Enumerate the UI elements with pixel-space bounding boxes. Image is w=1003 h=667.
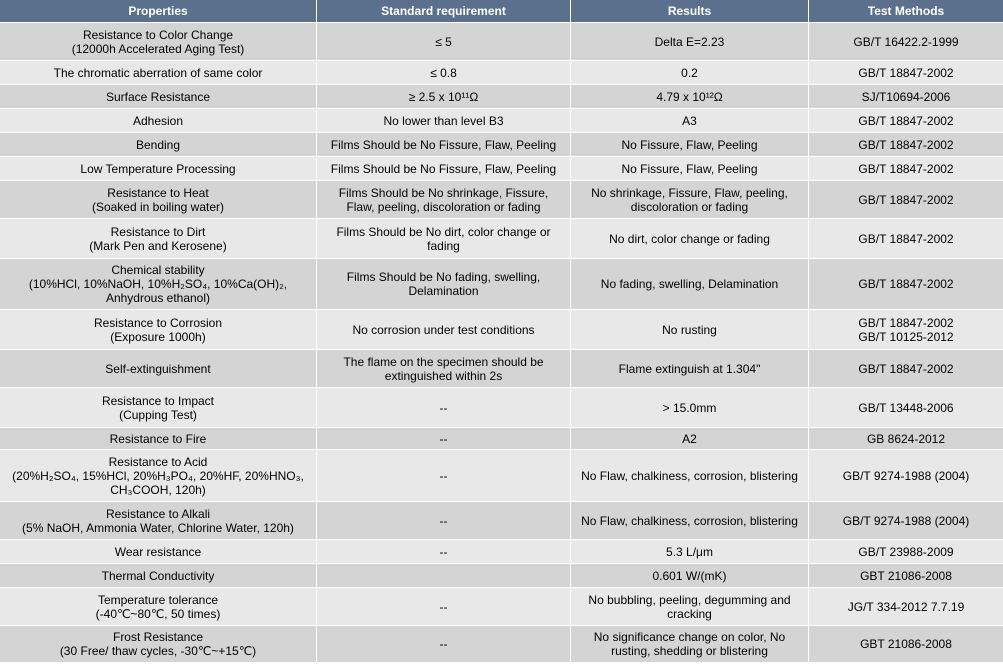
table-row xyxy=(0,133,1003,157)
table-row xyxy=(0,388,1003,428)
method-cell: GBT 21086-2008 xyxy=(809,626,1003,663)
table-row xyxy=(0,85,1003,109)
standard-cell: -- xyxy=(317,388,571,428)
method-cell: GB/T 18847-2002 xyxy=(809,133,1003,157)
result-cell: No bubbling, peeling, degumming and cracking xyxy=(571,588,809,626)
standard-cell: -- xyxy=(317,450,571,502)
result-cell: 0.601 W/(mK) xyxy=(571,564,809,588)
result-cell: No Fissure, Flaw, Peeling xyxy=(571,157,809,181)
standard-cell: -- xyxy=(317,502,571,540)
standard-cell: ≤ 5 xyxy=(317,23,571,61)
header-row xyxy=(0,0,1003,23)
result-cell: No shrinkage, Fissure, Flaw, peeling, discoloration or fading xyxy=(571,181,809,219)
property-cell: Wear resistance xyxy=(0,540,317,564)
result-cell: > 15.0mm xyxy=(571,388,809,428)
standard-cell: -- xyxy=(317,428,571,450)
result-cell: A3 xyxy=(571,109,809,133)
result-cell: No Flaw, chalkiness, corrosion, blistering xyxy=(571,450,809,502)
property-cell: The chromatic aberration of same color xyxy=(0,61,317,85)
standard-cell: Films Should be No shrinkage, Fissure, Flaw, peeling, discoloration or fading xyxy=(317,181,571,219)
standard-cell: -- xyxy=(317,588,571,626)
result-cell: A2 xyxy=(571,428,809,450)
method-cell: JG/T 334-2012 7.7.19 xyxy=(809,588,1003,626)
property-cell: Thermal Conductivity xyxy=(0,564,317,588)
result-cell: 0.2 xyxy=(571,61,809,85)
standard-cell: -- xyxy=(317,540,571,564)
property-cell: Surface Resistance xyxy=(0,85,317,109)
table-row xyxy=(0,259,1003,310)
result-cell: No Flaw, chalkiness, corrosion, blistering xyxy=(571,502,809,540)
table-row xyxy=(0,157,1003,181)
table-row xyxy=(0,626,1003,663)
method-cell: GB/T 18847-2002 xyxy=(809,157,1003,181)
property-cell: Bending xyxy=(0,133,317,157)
property-cell: Resistance to Impact (Cupping Test) xyxy=(0,388,317,428)
result-cell: No dirt, color change or fading xyxy=(571,219,809,259)
table-row xyxy=(0,350,1003,388)
standard-cell: ≥ 2.5 x 10¹¹Ω xyxy=(317,85,571,109)
standard-cell: Films Should be No Fissure, Flaw, Peeling xyxy=(317,133,571,157)
standard-cell: Films Should be No dirt, color change or fading xyxy=(317,219,571,259)
table-row xyxy=(0,540,1003,564)
table-row xyxy=(0,428,1003,450)
result-cell: 5.3 L/μm xyxy=(571,540,809,564)
method-cell: GB/T 9274-1988 (2004) xyxy=(809,502,1003,540)
method-cell: GB/T 18847-2002 xyxy=(809,61,1003,85)
method-cell: GB/T 13448-2006 xyxy=(809,388,1003,428)
method-cell: GB/T 23988-2009 xyxy=(809,540,1003,564)
property-cell: Resistance to Corrosion (Exposure 1000h) xyxy=(0,310,317,350)
table-row xyxy=(0,219,1003,259)
standard-cell: The flame on the specimen should be extinguished within 2s xyxy=(317,350,571,388)
table-row xyxy=(0,588,1003,626)
header-test-methods: Test Methods xyxy=(809,0,1003,23)
standard-cell: No corrosion under test conditions xyxy=(317,310,571,350)
method-cell: GB/T 18847-2002 xyxy=(809,109,1003,133)
result-cell: No fading, swelling, Delamination xyxy=(571,259,809,310)
result-cell: No rusting xyxy=(571,310,809,350)
method-cell: GB/T 18847-2002 xyxy=(809,259,1003,310)
property-cell: Resistance to Dirt (Mark Pen and Kerosene) xyxy=(0,219,317,259)
header-standard-requirement: Standard requirement xyxy=(317,0,571,23)
method-cell: GB/T 18847-2002 xyxy=(809,181,1003,219)
header-results: Results xyxy=(571,0,809,23)
table-row xyxy=(0,109,1003,133)
table-row xyxy=(0,450,1003,502)
property-cell: Resistance to Fire xyxy=(0,428,317,450)
property-cell: Chemical stability (10%HCl, 10%NaOH, 10%H₂SO₄, 10%Ca(OH)₂, Anhydrous ethanol) xyxy=(0,259,317,310)
property-cell: Resistance to Heat (Soaked in boiling water) xyxy=(0,181,317,219)
standard-cell: ≤ 0.8 xyxy=(317,61,571,85)
result-cell: Delta E=2.23 xyxy=(571,23,809,61)
method-cell: GB/T 16422.2-1999 xyxy=(809,23,1003,61)
method-cell: GB/T 18847-2002 xyxy=(809,350,1003,388)
method-cell: GB 8624-2012 xyxy=(809,428,1003,450)
property-cell: Low Temperature Processing xyxy=(0,157,317,181)
method-cell: SJ/T10694-2006 xyxy=(809,85,1003,109)
property-cell: Resistance to Color Change (12000h Accelerated Aging Test) xyxy=(0,23,317,61)
property-cell: Self-extinguishment xyxy=(0,350,317,388)
result-cell: No Fissure, Flaw, Peeling xyxy=(571,133,809,157)
table-row xyxy=(0,61,1003,85)
result-cell: 4.79 x 10¹²Ω xyxy=(571,85,809,109)
table-row xyxy=(0,564,1003,588)
standard-cell: No lower than level B3 xyxy=(317,109,571,133)
table-row xyxy=(0,310,1003,350)
method-cell: GB/T 18847-2002 GB/T 10125-2012 xyxy=(809,310,1003,350)
method-cell: GBT 21086-2008 xyxy=(809,564,1003,588)
property-cell: Resistance to Alkali (5% NaOH, Ammonia Water, Chlorine Water, 120h) xyxy=(0,502,317,540)
standard-cell: Films Should be No fading, swelling, Delamination xyxy=(317,259,571,310)
method-cell: GB/T 9274-1988 (2004) xyxy=(809,450,1003,502)
standard-cell: -- xyxy=(317,626,571,663)
property-cell: Adhesion xyxy=(0,109,317,133)
standard-cell xyxy=(317,564,571,588)
header-properties: Properties xyxy=(0,0,317,23)
property-cell: Resistance to Acid (20%H₂SO₄, 15%HCl, 20%H₃PO₄, 20%HF, 20%HNO₃, CH₃COOH, 120h) xyxy=(0,450,317,502)
property-cell: Temperature tolerance (-40℃~80℃, 50 times) xyxy=(0,588,317,626)
table-row xyxy=(0,181,1003,219)
table-row xyxy=(0,23,1003,61)
standard-cell: Films Should be No Fissure, Flaw, Peeling xyxy=(317,157,571,181)
result-cell: No significance change on color, No rusting, shedding or blistering xyxy=(571,626,809,663)
table-row xyxy=(0,502,1003,540)
result-cell: Flame extinguish at 1.304" xyxy=(571,350,809,388)
method-cell: GB/T 18847-2002 xyxy=(809,219,1003,259)
property-cell: Frost Resistance (30 Free/ thaw cycles, -30℃~+15℃) xyxy=(0,626,317,663)
